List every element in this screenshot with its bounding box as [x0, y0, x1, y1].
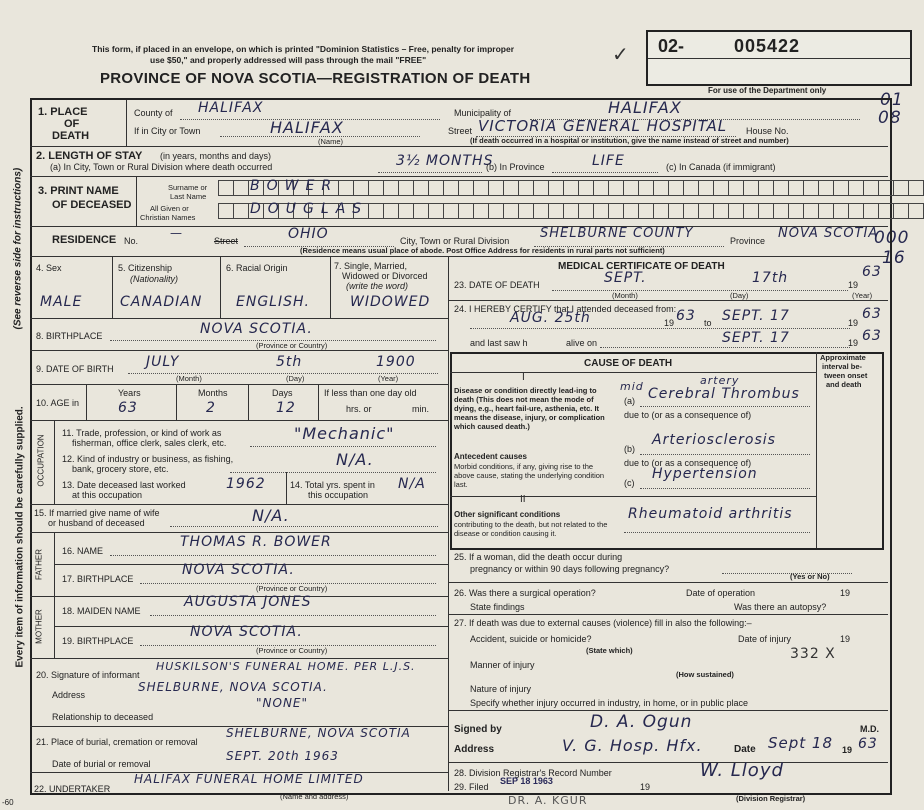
- alive-on-prefix: 19: [848, 338, 859, 348]
- city-name-caption: (Name): [318, 137, 344, 146]
- stay-label: 2. LENGTH OF STAY: [36, 150, 143, 162]
- municipality-label: Municipality of: [454, 108, 512, 118]
- signature-date-year-prefix: 19: [842, 745, 853, 755]
- nature-caption: (How sustained): [676, 670, 734, 679]
- citizenship-value: CANADIAN: [120, 294, 203, 310]
- residence-city-label: City, Town or Rural Division: [400, 236, 510, 246]
- residence-province-label: Province: [730, 236, 766, 246]
- interval-label-3: tween onset: [824, 371, 868, 380]
- manner-of-injury-label: Manner of injury: [470, 660, 535, 670]
- q26-year-prefix: 19: [840, 588, 851, 598]
- residence-province-value: NOVA SCOTIA: [778, 226, 879, 241]
- marital-value: WIDOWED: [350, 294, 431, 310]
- roman-one: I: [522, 372, 525, 383]
- stay-b-value: LIFE: [592, 153, 625, 169]
- dob-day-caption: (Day): [286, 374, 305, 383]
- age-days-label: Days: [272, 388, 293, 398]
- total-years-label-1: 14. Total yrs. spent in: [290, 480, 375, 490]
- other-conditions-label: Other significant conditions: [454, 510, 561, 519]
- surname-label-2: Last Name: [170, 192, 207, 201]
- attended-to-year: 63: [862, 306, 882, 322]
- certify-label: 24. I HEREBY CERTIFY that I attended deceased from:: [454, 304, 677, 314]
- father-name-label: 16. NAME: [62, 546, 104, 556]
- notice-line-2: use $50," and properly addressed will pass through the mail "FREE": [150, 55, 427, 65]
- informant-signature-label: 20. Signature of informant: [36, 670, 140, 680]
- trade-value: "Mechanic": [294, 424, 395, 443]
- father-side-label: FATHER: [34, 549, 44, 580]
- cause-a-label: (a): [624, 396, 635, 406]
- city-label: If in City or Town: [134, 126, 201, 136]
- residence-label: RESIDENCE: [52, 234, 117, 246]
- record-number-label: 28. Division Registrar's Record Number: [454, 768, 612, 778]
- citizenship-sublabel: (Nationality): [130, 274, 179, 284]
- reg-prefix: 02-: [658, 36, 685, 56]
- sex-label: 4. Sex: [36, 263, 62, 273]
- burial-date-label: Date of burial or removal: [52, 759, 151, 769]
- filed-stamp: SEP 18 1963: [500, 776, 553, 786]
- marital-label-2: Widowed or Divorced: [342, 271, 428, 281]
- mother-birthplace-value: NOVA SCOTIA.: [190, 624, 303, 640]
- q25-line-2: pregnancy or within 90 days following pregnancy?: [470, 564, 670, 574]
- spouse-label-1: 15. If married give name of wife: [34, 508, 160, 518]
- death-date-month: SEPT.: [604, 270, 647, 286]
- informant-address-label: Address: [52, 690, 86, 700]
- relationship-value: "NONE": [256, 696, 309, 710]
- racial-value: ENGLISH.: [236, 294, 310, 310]
- residence-street-label: Street: [214, 236, 239, 246]
- reg-number: 005422: [734, 36, 801, 56]
- signature-date-year: 63: [858, 736, 878, 752]
- street-label: Street: [448, 126, 473, 136]
- interval-label-4: and death: [826, 380, 862, 389]
- bottom-stamp: DR. A. KGUR: [508, 794, 588, 807]
- filed-year-prefix: 19: [640, 782, 651, 792]
- age-days-value: 12: [276, 400, 296, 416]
- registration-number-box: [646, 30, 912, 86]
- house-number-label: House No.: [746, 126, 789, 136]
- alive-on-value: SEPT. 17: [722, 330, 790, 346]
- q26-date-label: Date of operation: [686, 588, 756, 598]
- form-code: -60: [2, 798, 14, 807]
- attended-from-prefix: 19: [664, 318, 675, 328]
- citizenship-label: 5. Citizenship: [118, 263, 173, 273]
- signature-date-value: Sept 18: [768, 734, 834, 752]
- dob-month: JULY: [146, 354, 180, 370]
- birthplace-caption: (Province or Country): [256, 341, 328, 350]
- signature-date-label: Date: [734, 744, 756, 755]
- last-worked-value: 1962: [226, 476, 266, 492]
- age-years-label: Years: [118, 388, 141, 398]
- surname-label-1: Surname or: [168, 183, 208, 192]
- burial-place-label: 21. Place of burial, cremation or removal: [36, 737, 198, 747]
- dob-day: 5th: [276, 354, 303, 370]
- age-years-value: 63: [118, 400, 138, 416]
- cause-c-value: Hypertension: [652, 466, 758, 482]
- last-worked-label-1: 13. Date deceased last worked: [62, 480, 186, 490]
- death-year-caption: (Year): [852, 291, 873, 300]
- death-month-caption: (Month): [612, 291, 638, 300]
- racial-label: 6. Racial Origin: [226, 263, 288, 273]
- nature-of-injury-label: Nature of injury: [470, 684, 532, 694]
- residence-city-value: SHELBURNE COUNTY: [540, 226, 694, 241]
- mother-maiden-value: AUGUSTA JONES: [184, 594, 312, 610]
- cause-b-value: Arteriosclerosis: [652, 432, 776, 448]
- city-value: HALIFAX: [270, 118, 344, 137]
- hours-label: hrs. or: [346, 404, 372, 414]
- side-instruction-main: Every item of information should be carefully supplied.: [14, 406, 26, 668]
- given-label-2: Christian Names: [140, 213, 196, 222]
- age-label: 10. AGE in: [36, 398, 80, 408]
- spouse-label-2: or husband of deceased: [48, 518, 145, 528]
- spouse-value: N/A.: [252, 506, 290, 525]
- other-conditions-value: Rheumatoid arthritis: [628, 506, 793, 522]
- trade-label-2: fisherman, office clerk, sales clerk, etc.: [72, 438, 227, 448]
- age-months-label: Months: [198, 388, 228, 398]
- institution-note: (If death occurred in a hospital or institution, give the name instead of street and number): [470, 136, 789, 145]
- mother-birthplace-caption: (Province or Country): [256, 646, 328, 655]
- dept-code-3: 000: [874, 228, 910, 248]
- medical-certificate-heading: MEDICAL CERTIFICATE OF DEATH: [558, 261, 725, 272]
- cause-b-label: (b): [624, 444, 635, 454]
- death-date-day: 17th: [752, 270, 789, 286]
- occupation-side-label: OCCUPATION: [36, 434, 46, 487]
- dept-code-1: 01: [880, 90, 904, 110]
- last-worked-label-2: at this occupation: [72, 490, 143, 500]
- father-birthplace-caption: (Province or Country): [256, 584, 328, 593]
- stay-c-label: (c) In Canada (if immigrant): [666, 162, 776, 172]
- marital-label-1: 7. Single, Married,: [334, 261, 408, 271]
- last-saw-label: and last saw h: [470, 338, 528, 348]
- undertaker-label: 22. UNDERTAKER: [34, 784, 111, 794]
- mother-maiden-label: 18. MAIDEN NAME: [62, 606, 141, 616]
- attended-to: SEPT. 17: [722, 308, 790, 324]
- given-label-1: All Given or: [150, 204, 189, 213]
- notice-line-1: This form, if placed in an envelope, on which is printed "Dominion Statistics – Free, penalty for improper: [92, 44, 515, 54]
- department-use-note: For use of the Department only: [708, 86, 827, 95]
- q27-label: 27. If death was due to external causes (violence) fill in also the following:–: [454, 618, 752, 628]
- signature-address-label: Address: [454, 744, 495, 755]
- residence-no-label: No.: [124, 236, 139, 246]
- cause-c-label: (c): [624, 478, 635, 488]
- death-date-year-prefix: 19: [848, 280, 859, 290]
- q27-caption: (State which): [586, 646, 633, 655]
- other-conditions-description: contributing to the death, but not related to the disease or condition causing it.: [454, 520, 608, 538]
- surname-value: BOWER: [250, 178, 339, 194]
- marital-label-3: (write the word): [346, 281, 409, 291]
- mother-side-label: MOTHER: [34, 609, 44, 644]
- alive-on-label: alive on: [566, 338, 598, 348]
- place-label-2: OF: [64, 118, 80, 130]
- physician-signature: D. A. Ogun: [590, 712, 693, 732]
- mother-birthplace-label: 19. BIRTHPLACE: [62, 636, 134, 646]
- form-title: PROVINCE OF NOVA SCOTIA—REGISTRATION OF DEATH: [100, 70, 531, 87]
- total-years-value: N/A: [398, 476, 426, 492]
- antecedent-description: Morbid conditions, if any, giving rise to the above cause, stating the underlying condition last.: [454, 462, 605, 489]
- father-birthplace-value: NOVA SCOTIA.: [182, 562, 295, 578]
- attended-to-prefix: 19: [848, 318, 859, 328]
- stay-a-value: 3½ MONTHS: [396, 153, 494, 169]
- md-label: M.D.: [860, 724, 879, 734]
- manner-stamp: 332 X: [790, 646, 836, 662]
- residence-street-value: OHIO: [288, 226, 329, 242]
- municipality-value: HALIFAX: [608, 98, 682, 117]
- father-name-value: THOMAS R. BOWER: [180, 534, 332, 550]
- cause-a-suffix: artery: [700, 374, 740, 387]
- death-day-caption: (Day): [730, 291, 749, 300]
- name-label-1: 3. PRINT NAME: [38, 185, 119, 197]
- alive-on-year: 63: [862, 328, 882, 344]
- q26-label: 26. Was there a surgical operation?: [454, 588, 596, 598]
- relationship-label: Relationship to deceased: [52, 712, 154, 722]
- father-birthplace-label: 17. BIRTHPLACE: [62, 574, 134, 584]
- undertaker-caption: (Name and address): [280, 792, 349, 801]
- signature-address-value: V. G. Hosp. Hfx.: [562, 736, 703, 755]
- place-label-3: DEATH: [52, 130, 90, 142]
- age-months-value: 2: [206, 400, 216, 416]
- signed-by-label: Signed by: [454, 724, 502, 735]
- due-to-b: due to (or as a consequence of): [624, 458, 752, 468]
- county-value: HALIFAX: [198, 100, 264, 116]
- disease-description: Disease or condition directly lead-ing to death (This does not mean the mode of dying, e.g., heart fail-ure, asthenia, etc. It means the disease, injury, or complication which caused death.): [454, 386, 605, 431]
- q25-line-1: 25. If a woman, did the death occur during: [454, 552, 623, 562]
- q26-findings-label: State findings: [470, 602, 525, 612]
- dob-label: 9. DATE OF BIRTH: [36, 364, 114, 374]
- due-to-a: due to (or as a consequence of): [624, 410, 752, 420]
- industry-label-2: bank, grocery store, etc.: [72, 464, 169, 474]
- roman-two: II: [520, 494, 526, 505]
- interval-label-1: Approximate: [820, 353, 866, 362]
- street-value: VICTORIA GENERAL HOSPITAL: [478, 117, 728, 135]
- filed-label: 29. Filed: [454, 782, 489, 792]
- name-label-2: OF DECEASED: [52, 199, 132, 211]
- side-instruction-note: (See reverse side for instructions): [12, 167, 24, 330]
- q26-autopsy-label: Was there an autopsy?: [734, 602, 827, 612]
- trade-label-1: 11. Trade, profession, or kind of work as: [62, 428, 222, 438]
- dob-month-caption: (Month): [176, 374, 202, 383]
- undertaker-value: HALIFAX FUNERAL HOME LIMITED: [134, 772, 364, 786]
- q27-accident-label: Accident, suicide or homicide?: [470, 634, 592, 644]
- q27-injury-date-label: Date of injury: [738, 634, 792, 644]
- residence-note: (Residence means usual place of abode. Post Office Address for residents in rural parts not sufficient): [300, 246, 665, 255]
- q27-injury-year: 19: [840, 634, 851, 644]
- registrar-signature: W. Lloyd: [700, 760, 784, 781]
- minutes-label: min.: [412, 404, 430, 414]
- burial-place-value: SHELBURNE, NOVA SCOTIA: [226, 726, 411, 740]
- checkmark-icon: ✓: [612, 44, 629, 66]
- dept-code-4: 16: [882, 248, 906, 268]
- residence-no-value: —: [170, 226, 183, 240]
- informant-address-value: SHELBURNE, NOVA SCOTIA.: [138, 680, 328, 694]
- dob-year-caption: (Year): [378, 374, 399, 383]
- attended-to-label: to: [704, 318, 712, 328]
- death-date-year: 63: [862, 264, 882, 280]
- stay-sublabel: (in years, months and days): [160, 151, 272, 161]
- informant-signature-value: HUSKILSON'S FUNERAL HOME. PER L.J.S.: [156, 660, 416, 673]
- cause-a-value: Cerebral Thrombus: [648, 386, 800, 402]
- attended-from: AUG. 25th: [510, 310, 591, 326]
- death-date-label: 23. DATE OF DEATH: [454, 280, 540, 290]
- attended-from-year: 63: [676, 308, 696, 324]
- total-years-label-2: this occupation: [308, 490, 369, 500]
- industry-label-1: 12. Kind of industry or business, as fishing,: [62, 454, 234, 464]
- cause-of-death-heading: CAUSE OF DEATH: [584, 358, 673, 369]
- birthplace-value: NOVA SCOTIA.: [200, 321, 313, 337]
- dept-code-2: 08: [878, 108, 902, 128]
- place-label-1: 1. PLACE: [38, 106, 88, 118]
- birthplace-label: 8. BIRTHPLACE: [36, 331, 103, 341]
- specify-injury-label: Specify whether injury occurred in industry, in home, or in public place: [470, 698, 748, 708]
- stay-b-label: (b) In Province: [486, 162, 545, 172]
- cause-a-prefix: mid: [620, 380, 644, 393]
- burial-date-value: SEPT. 20th 1963: [226, 749, 339, 763]
- registrar-caption: (Division Registrar): [736, 794, 806, 803]
- less-than-day-label: If less than one day old: [324, 388, 417, 398]
- given-name-value: DOUGLAS: [250, 201, 369, 217]
- interval-label-2: interval be-: [822, 362, 863, 371]
- antecedent-label: Antecedent causes: [454, 452, 527, 461]
- stay-a-label: (a) In City, Town or Rural Division where death occurred: [50, 162, 273, 172]
- county-label: County of: [134, 108, 173, 118]
- dob-year: 1900: [376, 354, 416, 370]
- q25-caption: (Yes or No): [790, 572, 830, 581]
- sex-value: MALE: [40, 294, 83, 310]
- industry-value: N/A.: [336, 450, 374, 469]
